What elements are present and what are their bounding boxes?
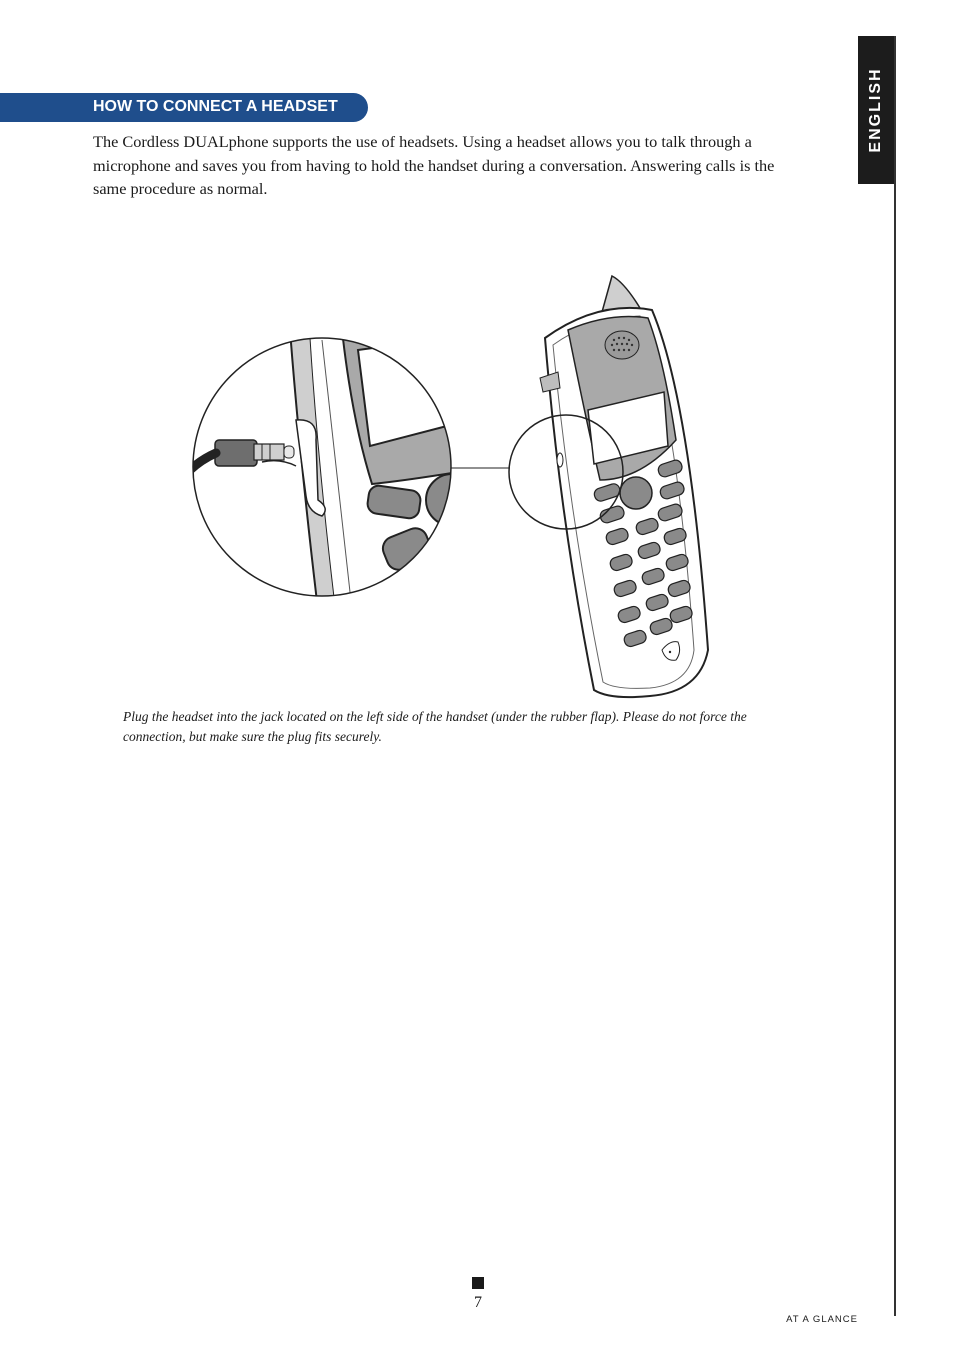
page-marker [472, 1277, 484, 1289]
section-banner [0, 93, 368, 122]
footer-section-label: AT A GLANCE [786, 1314, 858, 1325]
intro-paragraph: The Cordless DUALphone supports the use of headsets. Using a headset allows you to talk through a microphone and saves you from having to hold the handset during a conversation. Answering calls is the same procedure as normal. [93, 132, 775, 198]
language-tab [858, 36, 894, 184]
cordless-handset-illustration [509, 276, 708, 697]
handset-illustration [185, 268, 725, 703]
figure-caption: Plug the headset into the jack located on the left side of the handset (under the rubber flap). Please do not force the connection, but make sure the plug fits securely. [123, 709, 747, 744]
section-title: HOW TO CONNECT A HEADSET [93, 98, 338, 115]
page-number: 7 [474, 1294, 482, 1311]
language-tab-label: ENGLISH [867, 67, 884, 153]
side-rule [894, 36, 896, 1316]
headset-jack-closeup-illustration [188, 330, 478, 610]
